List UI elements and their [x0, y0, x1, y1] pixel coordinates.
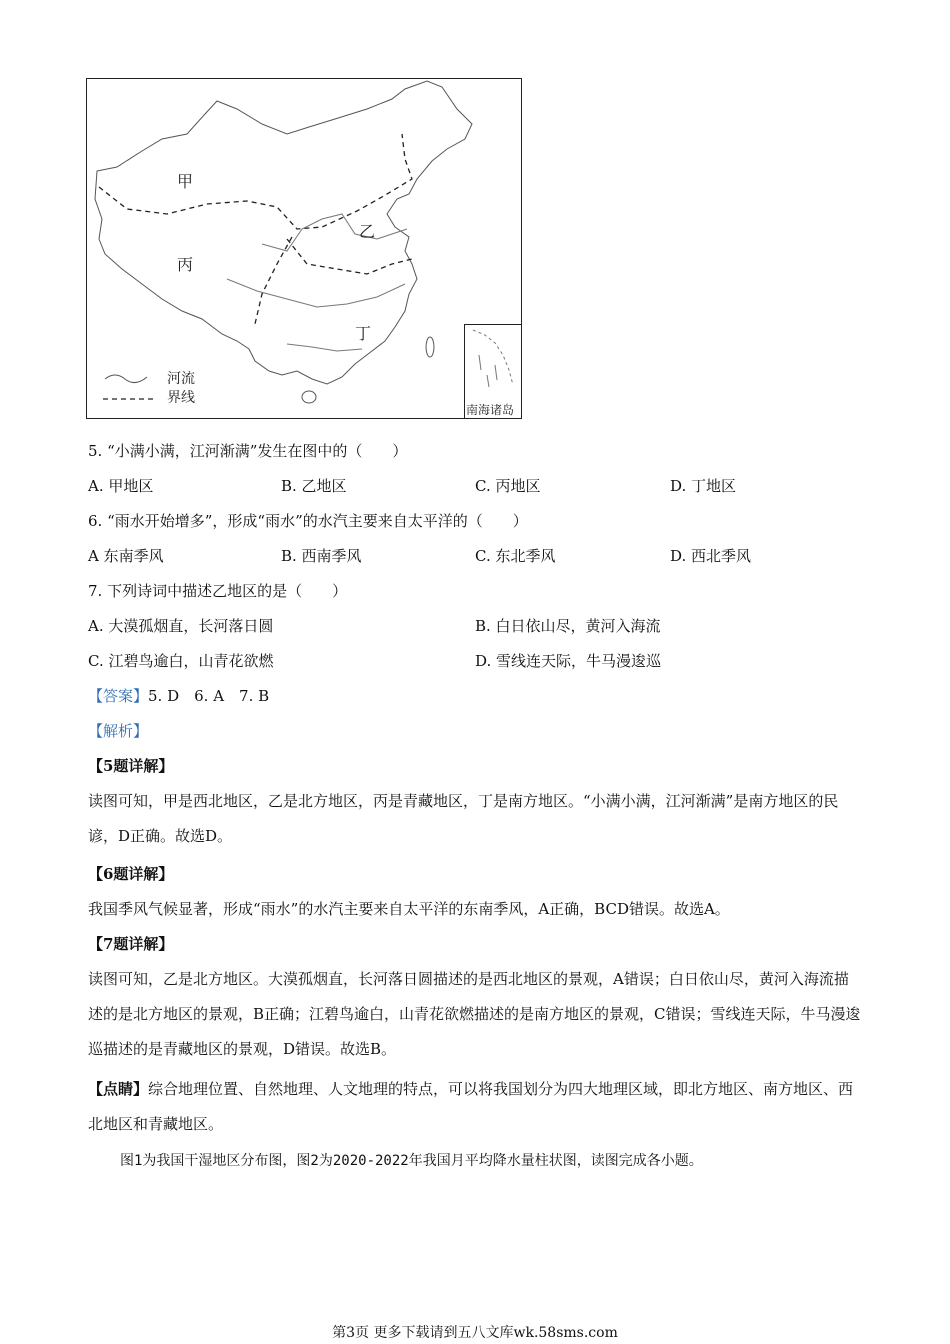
answer-line [88, 686, 269, 706]
taiwan-island [426, 337, 434, 357]
detail-5-heading: 【5题详解】 [88, 757, 174, 775]
q5-option-d: D. 丁地区 [670, 477, 737, 495]
river-yellow [262, 214, 407, 251]
q7-option-a: A. 大漠孤烟直，长河落日圆 [88, 617, 274, 635]
q5-option-b: B. 乙地区 [281, 477, 347, 495]
q6-option-b: B. 西南季风 [281, 547, 362, 565]
q5-option-c: C. 丙地区 [475, 477, 541, 495]
q7-option-b: B. 白日依山尽，黄河入海流 [475, 617, 661, 635]
analysis-label: 【解析】 [88, 722, 149, 740]
detail-7-heading: 【7题详解】 [88, 935, 174, 953]
inset-label: 南海诸岛 [466, 403, 515, 417]
legend-river-symbol [105, 375, 147, 383]
region-label-bing: 丙 [177, 255, 194, 274]
tip-label: 【点睛】 [88, 1080, 149, 1098]
china-region-map [86, 78, 522, 419]
legend-river-label: 河流 [167, 371, 195, 387]
answer-label: 【答案】 [88, 687, 149, 705]
q5-option-a: A. 甲地区 [88, 477, 154, 495]
legend-boundary-label: 界线 [167, 390, 195, 406]
region-label-jia: 甲 [177, 172, 194, 191]
question-5-stem: 5. “小满小满，江河渐满”发生在图中的（ ） [88, 442, 408, 460]
q7-option-c: C. 江碧鸟逾白，山青花欲燃 [88, 652, 274, 670]
region-label-yi: 乙 [359, 222, 376, 241]
detail-6-heading: 【6题详解】 [88, 865, 174, 883]
q6-option-c: C. 东北季风 [475, 547, 556, 565]
china-border [95, 81, 472, 384]
detail-7-text: 读图可知，乙是北方地区。大漠孤烟直，长河落日圆描述的是西北地区的景观，A错误；白日依山尽，黄河入海流描述的是北方地区的景观，B正确；江碧鸟逾白，山青花欲燃描述的是南方地区的景观，C错误；雪线连天际，牛马漫逡巡描述的是青藏地区的景观，D错误。故选B。 [88, 970, 861, 1058]
region-label-ding: 丁 [355, 324, 372, 343]
page-footer: 第3页 更多下载请到五八文库wk.58sms.com [332, 1325, 618, 1341]
q6-option-d: D. 西北季风 [670, 547, 752, 565]
tip-text: 综合地理位置、自然地理、人文地理的特点，可以将我国划分为四大地理区域，即北方地区、南方地区、西北地区和青藏地区。 [88, 1080, 854, 1133]
next-question-caption: 图1为我国干湿地区分布图，图2为2020-2022年我国月平均降水量柱状图，读图完成各小题。 [120, 1153, 703, 1169]
map-outline [87, 79, 522, 419]
q6-option-a: A 东南季风 [88, 547, 164, 565]
river-pearl [287, 344, 362, 351]
boundary-line-3 [255, 237, 292, 324]
question-7-stem: 7. 下列诗词中描述乙地区的是（ ） [88, 582, 348, 600]
hainan-island [302, 391, 316, 403]
detail-6-text: 我国季风气候显著，形成“雨水”的水汽主要来自太平洋的东南季风，A正确，BCD错误。故选A。 [88, 900, 730, 918]
q7-option-d: D. 雪线连天际，牛马漫逡巡 [475, 652, 662, 670]
tip-paragraph [88, 1072, 863, 1142]
question-6-stem: 6. “雨水开始增多”，形成“雨水”的水汽主要来自太平洋的（ ） [88, 512, 528, 530]
answer-text: 5. D 6. A 7. B [148, 687, 270, 705]
boundary-line-2 [287, 239, 412, 274]
river-yangtze [227, 279, 405, 307]
detail-5-text: 读图可知，甲是西北地区，乙是北方地区，丙是青藏地区，丁是南方地区。“小满小满，江河渐满”是南方地区的民谚，D正确。故选D。 [88, 792, 839, 845]
